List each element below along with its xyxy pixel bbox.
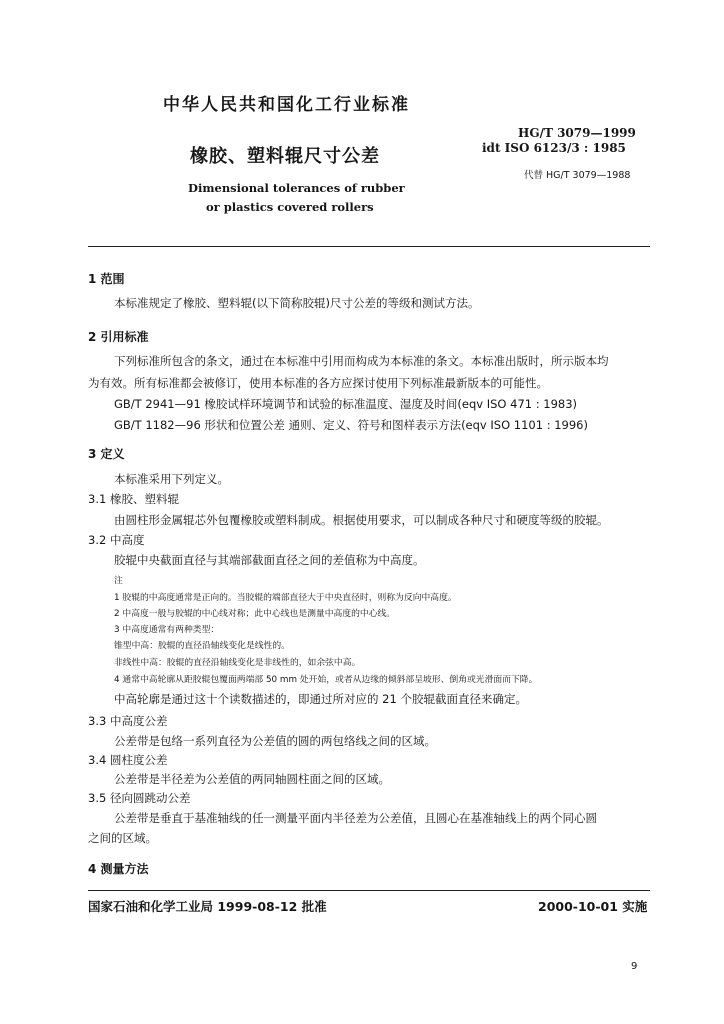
document-title-en-line2: or plastics covered rollers [206, 200, 374, 214]
definition-3-5-heading: 3.5 径向圆跳动公差 [88, 791, 191, 805]
section-3-heading: 3 定义 [88, 447, 125, 461]
footer-divider [88, 890, 650, 891]
note-3a: 锥型中高：胶辊的直径沿轴线变化是线性的。 [114, 641, 290, 651]
note-4: 4 通常中高轮廓从距胶辊包覆面两端部 50 mm 处开始，或者从边缘的倾斜部呈坡形、倒角或光滑面而下降。 [114, 675, 538, 685]
definition-3-3-text: 公差带是包络一系列直径为公差值的圆的两包络线之间的区域。 [114, 734, 436, 748]
replaces-code: 代替 HG/T 3079—1988 [524, 170, 631, 181]
definition-3-5-text-line2: 之间的区域。 [88, 831, 157, 845]
note-2: 2 中高度一般与胶辊的中心线对称；此中心线也是测量中高度的中心线。 [114, 609, 396, 619]
definition-3-2-text: 胶辊中央截面直径与其端部截面直径之间的差值称为中高度。 [114, 553, 425, 567]
document-title-cn: 橡胶、塑料辊尺寸公差 [190, 146, 380, 167]
implementation-date: 2000-10-01 实施 [538, 899, 648, 914]
definition-3-3-heading: 3.3 中高度公差 [88, 714, 168, 728]
definition-3-5-text-line1: 公差带是垂直于基准轴线的任一测量平面内半径差为公差值，且圆心在基准轴线上的两个同心圆 [114, 811, 597, 825]
idt-code: idt ISO 6123/3 : 1985 [482, 141, 626, 155]
page-number: 9 [631, 961, 638, 972]
definition-3-4-heading: 3.4 圆柱度公差 [88, 753, 168, 767]
ministry-title: 中华人民共和国化工行业标准 [163, 95, 410, 115]
document-title-en-line1: Dimensional tolerances of rubber [188, 181, 405, 195]
note-1: 1 胶辊的中高度通常是正向的。当胶辊的端部直径大于中央直径时，则称为反向中高度。 [114, 593, 457, 603]
standard-code: HG/T 3079—1999 [518, 126, 636, 140]
definition-3-2-extra: 中高轮廓是通过这十个读数描述的，即通过所对应的 21 个胶辊截面直径来确定。 [114, 692, 527, 706]
section-2-text-line1: 下列标准所包含的条文，通过在本标准中引用而构成为本标准的条文。本标准出版时，所示版本均 [114, 354, 609, 368]
note-3b: 非线性中高：胶辊的直径沿轴线变化是非线性的，如余弦中高。 [114, 658, 361, 668]
reference-gb1182: GB/T 1182—96 形状和位置公差 通则、定义、符号和图样表示方法(eqv ISO 1101 : 1996) [114, 418, 588, 432]
section-2-text-line2: 为有效。所有标准都会被修订，使用本标准的各方应探讨使用下列标准最新版本的可能性。 [88, 376, 548, 390]
note-3: 3 中高度通常有两种类型： [114, 625, 220, 635]
definition-3-1-heading: 3.1 橡胶、塑料辊 [88, 492, 179, 506]
section-1-text: 本标准规定了橡胶、塑料辊(以下简称胶辊)尺寸公差的等级和测试方法。 [114, 296, 480, 310]
reference-gb2941: GB/T 2941—91 橡胶试样环境调节和试验的标准温度、湿度及时间(eqv ISO 471 : 1983) [114, 397, 578, 411]
definition-3-1-text: 由圆柱形金属辊芯外包覆橡胶或塑料制成。根据使用要求，可以制成各种尺寸和硬度等级的胶辊。 [114, 513, 609, 527]
header-divider [88, 246, 650, 247]
definition-3-4-text: 公差带是半径差为公差值的两同轴圆柱面之间的区域。 [114, 772, 390, 786]
approval-note: 国家石油和化学工业局 1999-08-12 批准 [88, 899, 327, 914]
section-3-text: 本标准采用下列定义。 [114, 472, 229, 486]
section-1-heading: 1 范围 [88, 272, 125, 286]
section-4-heading: 4 测量方法 [88, 862, 149, 876]
definition-3-2-heading: 3.2 中高度 [88, 533, 145, 547]
section-2-heading: 2 引用标准 [88, 330, 149, 344]
note-label: 注 [114, 576, 123, 586]
